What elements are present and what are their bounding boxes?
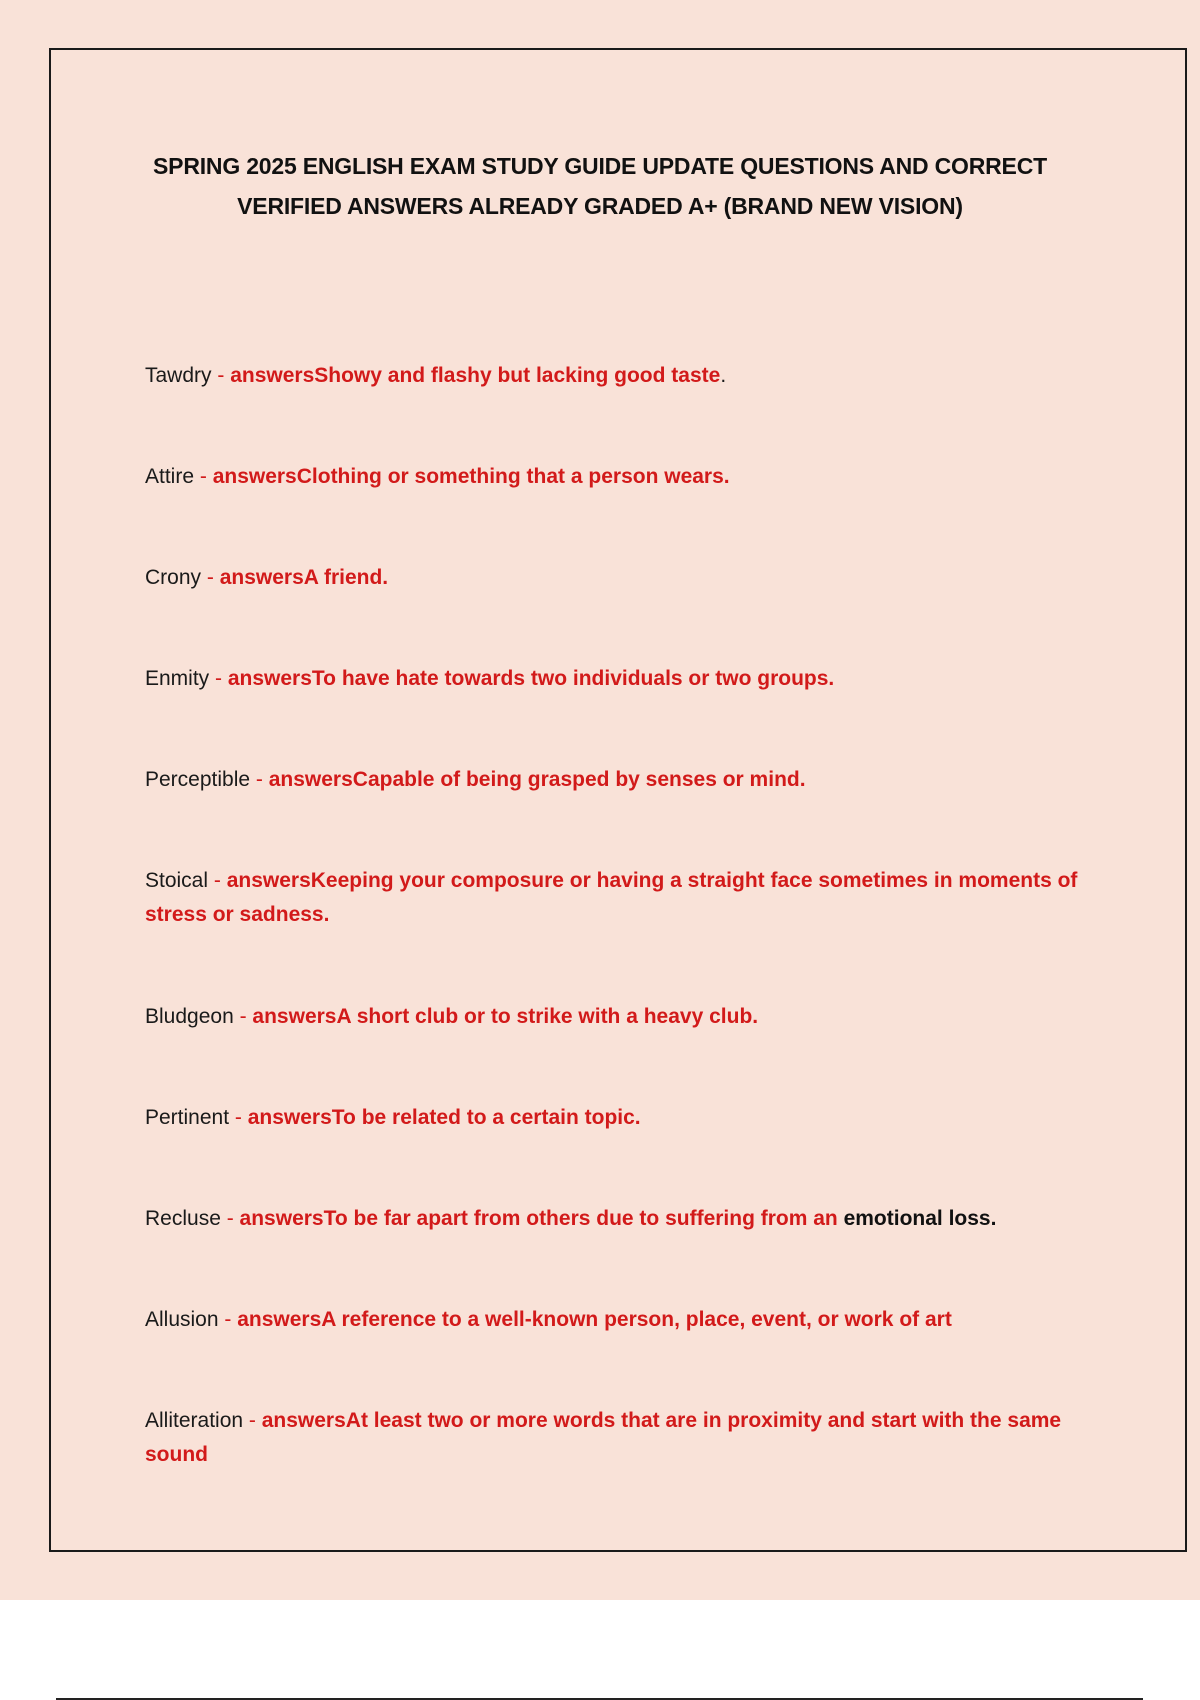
term-separator: - [243, 1409, 262, 1432]
vocab-term: Tawdry [145, 364, 212, 387]
vocab-term: Crony [145, 566, 202, 589]
vocab-entry-perceptible [145, 763, 1105, 797]
term-separator: - [218, 1308, 238, 1331]
vocab-entry-attire [145, 460, 1105, 494]
title-line-2: VERIFIED ANSWERS ALREADY GRADED A+ (BRAND NEW VISION) [237, 193, 963, 219]
term-separator: - [211, 364, 231, 387]
title-line-1: SPRING 2025 ENGLISH EXAM STUDY GUIDE UPDATE QUESTIONS AND CORRECT [153, 153, 1047, 179]
term-separator: - [201, 566, 220, 589]
term-separator: - [233, 1005, 253, 1028]
vocab-term: Alliteration [145, 1409, 244, 1432]
vocab-term: Attire [145, 465, 195, 488]
vocab-term: Enmity [145, 667, 210, 690]
vocab-entry-allusion [145, 1303, 1105, 1337]
vocab-term: Allusion [145, 1308, 219, 1331]
vocab-answer: answersTo be far apart from others due to suffering from an [239, 1207, 838, 1230]
answer-tail: emotional loss. [837, 1207, 997, 1230]
vocab-entry-enmity [145, 662, 1105, 696]
vocab-answer: answersKeeping your composure or having a straight face sometimes in moments of stress or sadness. [145, 869, 1078, 926]
answer-period: . [720, 364, 727, 387]
vocab-entry-alliteration [145, 1404, 1105, 1472]
vocab-answer: answersShowy and flashy but lacking good taste [230, 364, 721, 387]
term-separator: - [220, 1207, 240, 1230]
vocab-term: Bludgeon [145, 1005, 234, 1028]
document-title [100, 146, 1100, 226]
vocab-entry-bludgeon [145, 1000, 1105, 1034]
vocab-entry-pertinent [145, 1101, 1105, 1135]
vocab-entry-crony [145, 561, 1105, 595]
term-separator: - [208, 869, 227, 892]
term-separator: - [229, 1106, 248, 1129]
vocab-entry-recluse [145, 1202, 1105, 1236]
vocab-entry-stoical [145, 864, 1105, 932]
vocab-answer: answersA short club or to strike with a heavy club. [252, 1005, 759, 1028]
vocab-answer: answersClothing or something that a person wears. [212, 465, 730, 488]
vocab-answer: answersA reference to a well-known person, place, event, or work of art [237, 1308, 952, 1331]
vocab-term: Stoical [145, 869, 209, 892]
vocab-answer: answersCapable of being grasped by senses or mind. [268, 768, 806, 791]
vocab-answer: answersA friend. [219, 566, 389, 589]
vocab-term: Perceptible [145, 768, 251, 791]
term-separator: - [194, 465, 213, 488]
term-separator: - [209, 667, 228, 690]
vocab-entry-tawdry [145, 359, 1105, 393]
vocab-term: Recluse [145, 1207, 221, 1230]
vocab-answer: answersTo be related to a certain topic. [247, 1106, 641, 1129]
vocab-answer: answersTo have hate towards two individuals or two groups. [227, 667, 835, 690]
vocab-term: Pertinent [145, 1106, 230, 1129]
vocab-answer: answersAt least two or more words that are in proximity and start with the same sound [145, 1409, 1062, 1466]
term-separator: - [250, 768, 269, 791]
